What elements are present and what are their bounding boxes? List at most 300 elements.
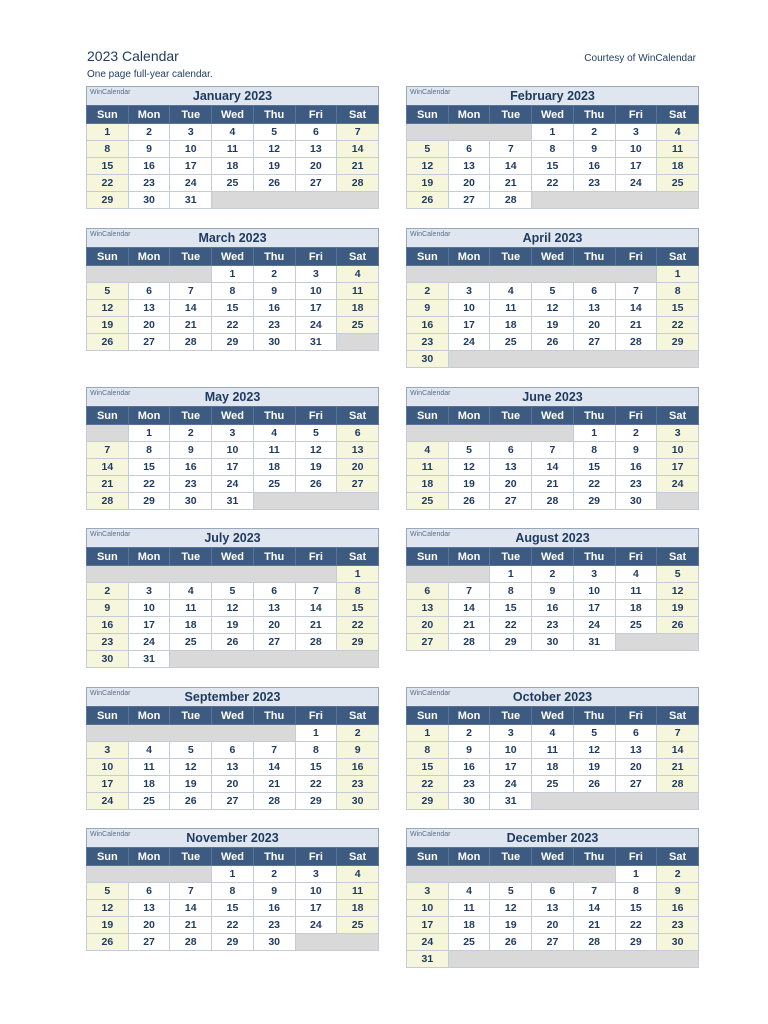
day-cell[interactable]: 27 <box>253 634 295 651</box>
day-cell[interactable]: 3 <box>128 583 170 600</box>
day-cell[interactable]: 1 <box>128 425 170 442</box>
day-cell[interactable]: 19 <box>87 317 129 334</box>
day-cell[interactable]: 26 <box>87 934 129 951</box>
day-cell[interactable]: 11 <box>253 442 295 459</box>
day-cell[interactable]: 18 <box>212 158 254 175</box>
day-cell[interactable]: 6 <box>337 425 379 442</box>
day-cell[interactable]: 19 <box>212 617 254 634</box>
day-cell[interactable]: 13 <box>253 600 295 617</box>
day-cell[interactable]: 11 <box>532 742 574 759</box>
day-cell[interactable]: 23 <box>87 634 129 651</box>
day-cell[interactable]: 9 <box>253 883 295 900</box>
day-cell[interactable]: 5 <box>532 283 574 300</box>
day-cell[interactable]: 23 <box>253 317 295 334</box>
day-cell[interactable]: 9 <box>615 442 657 459</box>
day-cell[interactable]: 11 <box>212 141 254 158</box>
day-cell[interactable]: 10 <box>448 300 490 317</box>
day-cell[interactable]: 19 <box>657 600 699 617</box>
day-cell[interactable]: 12 <box>87 900 129 917</box>
day-cell[interactable]: 13 <box>212 759 254 776</box>
day-cell[interactable]: 31 <box>490 793 532 810</box>
day-cell[interactable]: 5 <box>448 442 490 459</box>
day-cell[interactable]: 13 <box>128 300 170 317</box>
day-cell[interactable]: 10 <box>212 442 254 459</box>
day-cell[interactable]: 28 <box>657 776 699 793</box>
day-cell[interactable]: 1 <box>337 566 379 583</box>
day-cell[interactable]: 25 <box>532 776 574 793</box>
day-cell[interactable]: 19 <box>490 917 532 934</box>
day-cell[interactable]: 9 <box>87 600 129 617</box>
day-cell[interactable]: 25 <box>253 476 295 493</box>
day-cell[interactable]: 16 <box>532 600 574 617</box>
day-cell[interactable]: 15 <box>295 759 337 776</box>
day-cell[interactable]: 31 <box>128 651 170 668</box>
day-cell[interactable]: 30 <box>657 934 699 951</box>
day-cell[interactable]: 9 <box>532 583 574 600</box>
day-cell[interactable]: 17 <box>212 459 254 476</box>
day-cell[interactable]: 27 <box>448 192 490 209</box>
day-cell[interactable]: 4 <box>448 883 490 900</box>
day-cell[interactable]: 22 <box>407 776 449 793</box>
day-cell[interactable]: 28 <box>490 192 532 209</box>
day-cell[interactable]: 3 <box>407 883 449 900</box>
day-cell[interactable]: 6 <box>128 283 170 300</box>
day-cell[interactable]: 26 <box>407 192 449 209</box>
day-cell[interactable]: 21 <box>295 617 337 634</box>
day-cell[interactable]: 28 <box>337 175 379 192</box>
day-cell[interactable]: 23 <box>253 917 295 934</box>
day-cell[interactable]: 6 <box>490 442 532 459</box>
day-cell[interactable]: 7 <box>615 283 657 300</box>
day-cell[interactable]: 22 <box>615 917 657 934</box>
day-cell[interactable]: 23 <box>615 476 657 493</box>
day-cell[interactable]: 12 <box>573 742 615 759</box>
day-cell[interactable]: 1 <box>490 566 532 583</box>
day-cell[interactable]: 20 <box>337 459 379 476</box>
day-cell[interactable]: 10 <box>128 600 170 617</box>
day-cell[interactable]: 17 <box>490 759 532 776</box>
day-cell[interactable]: 6 <box>407 583 449 600</box>
day-cell[interactable]: 18 <box>490 317 532 334</box>
day-cell[interactable]: 18 <box>170 617 212 634</box>
day-cell[interactable]: 5 <box>490 883 532 900</box>
day-cell[interactable]: 27 <box>490 493 532 510</box>
day-cell[interactable]: 1 <box>212 866 254 883</box>
day-cell[interactable]: 3 <box>212 425 254 442</box>
day-cell[interactable]: 9 <box>407 300 449 317</box>
day-cell[interactable]: 13 <box>448 158 490 175</box>
day-cell[interactable]: 28 <box>295 634 337 651</box>
day-cell[interactable]: 12 <box>490 900 532 917</box>
day-cell[interactable]: 21 <box>615 317 657 334</box>
day-cell[interactable]: 12 <box>448 459 490 476</box>
day-cell[interactable]: 12 <box>212 600 254 617</box>
day-cell[interactable]: 13 <box>615 742 657 759</box>
day-cell[interactable]: 18 <box>615 600 657 617</box>
day-cell[interactable]: 4 <box>407 442 449 459</box>
day-cell[interactable]: 30 <box>407 351 449 368</box>
day-cell[interactable]: 29 <box>573 493 615 510</box>
day-cell[interactable]: 7 <box>532 442 574 459</box>
day-cell[interactable]: 14 <box>87 459 129 476</box>
day-cell[interactable]: 4 <box>657 124 699 141</box>
day-cell[interactable]: 23 <box>170 476 212 493</box>
day-cell[interactable]: 3 <box>170 124 212 141</box>
day-cell[interactable]: 2 <box>407 283 449 300</box>
day-cell[interactable]: 1 <box>532 124 574 141</box>
day-cell[interactable]: 6 <box>615 725 657 742</box>
day-cell[interactable]: 15 <box>532 158 574 175</box>
day-cell[interactable]: 27 <box>573 334 615 351</box>
day-cell[interactable]: 7 <box>170 883 212 900</box>
day-cell[interactable]: 8 <box>407 742 449 759</box>
day-cell[interactable]: 1 <box>407 725 449 742</box>
day-cell[interactable]: 10 <box>295 883 337 900</box>
day-cell[interactable]: 2 <box>657 866 699 883</box>
day-cell[interactable]: 28 <box>253 793 295 810</box>
day-cell[interactable]: 13 <box>573 300 615 317</box>
day-cell[interactable]: 27 <box>212 793 254 810</box>
day-cell[interactable]: 18 <box>532 759 574 776</box>
day-cell[interactable]: 26 <box>87 334 129 351</box>
day-cell[interactable]: 15 <box>212 900 254 917</box>
day-cell[interactable]: 22 <box>490 617 532 634</box>
day-cell[interactable]: 28 <box>170 934 212 951</box>
day-cell[interactable]: 11 <box>170 600 212 617</box>
day-cell[interactable]: 26 <box>170 793 212 810</box>
day-cell[interactable]: 9 <box>253 283 295 300</box>
day-cell[interactable]: 15 <box>657 300 699 317</box>
day-cell[interactable]: 22 <box>212 917 254 934</box>
day-cell[interactable]: 8 <box>212 883 254 900</box>
day-cell[interactable]: 28 <box>532 493 574 510</box>
day-cell[interactable]: 28 <box>573 934 615 951</box>
day-cell[interactable]: 24 <box>657 476 699 493</box>
day-cell[interactable]: 30 <box>615 493 657 510</box>
day-cell[interactable]: 17 <box>657 459 699 476</box>
day-cell[interactable]: 26 <box>253 175 295 192</box>
day-cell[interactable]: 30 <box>253 334 295 351</box>
day-cell[interactable]: 22 <box>212 317 254 334</box>
day-cell[interactable]: 25 <box>337 317 379 334</box>
day-cell[interactable]: 11 <box>128 759 170 776</box>
day-cell[interactable]: 3 <box>448 283 490 300</box>
day-cell[interactable]: 5 <box>573 725 615 742</box>
day-cell[interactable]: 10 <box>615 141 657 158</box>
day-cell[interactable]: 14 <box>253 759 295 776</box>
day-cell[interactable]: 19 <box>407 175 449 192</box>
day-cell[interactable]: 2 <box>253 866 295 883</box>
day-cell[interactable]: 8 <box>615 883 657 900</box>
day-cell[interactable]: 29 <box>295 793 337 810</box>
day-cell[interactable]: 11 <box>337 283 379 300</box>
day-cell[interactable]: 14 <box>295 600 337 617</box>
day-cell[interactable]: 29 <box>407 793 449 810</box>
day-cell[interactable]: 1 <box>295 725 337 742</box>
day-cell[interactable]: 6 <box>532 883 574 900</box>
day-cell[interactable]: 19 <box>87 917 129 934</box>
day-cell[interactable]: 21 <box>87 476 129 493</box>
day-cell[interactable]: 20 <box>128 917 170 934</box>
day-cell[interactable]: 25 <box>615 617 657 634</box>
day-cell[interactable]: 28 <box>170 334 212 351</box>
day-cell[interactable]: 12 <box>407 158 449 175</box>
day-cell[interactable]: 29 <box>657 334 699 351</box>
day-cell[interactable]: 19 <box>253 158 295 175</box>
day-cell[interactable]: 13 <box>407 600 449 617</box>
day-cell[interactable]: 28 <box>448 634 490 651</box>
day-cell[interactable]: 20 <box>573 317 615 334</box>
day-cell[interactable]: 28 <box>615 334 657 351</box>
day-cell[interactable]: 20 <box>253 617 295 634</box>
day-cell[interactable]: 14 <box>573 900 615 917</box>
day-cell[interactable]: 10 <box>295 283 337 300</box>
day-cell[interactable]: 11 <box>407 459 449 476</box>
day-cell[interactable]: 29 <box>87 192 129 209</box>
day-cell[interactable]: 29 <box>337 634 379 651</box>
day-cell[interactable]: 30 <box>448 793 490 810</box>
day-cell[interactable]: 21 <box>170 317 212 334</box>
day-cell[interactable]: 19 <box>448 476 490 493</box>
day-cell[interactable]: 5 <box>253 124 295 141</box>
day-cell[interactable]: 14 <box>337 141 379 158</box>
day-cell[interactable]: 31 <box>295 334 337 351</box>
day-cell[interactable]: 26 <box>295 476 337 493</box>
day-cell[interactable]: 3 <box>295 266 337 283</box>
day-cell[interactable]: 31 <box>170 192 212 209</box>
day-cell[interactable]: 24 <box>490 776 532 793</box>
day-cell[interactable]: 8 <box>657 283 699 300</box>
day-cell[interactable]: 23 <box>407 334 449 351</box>
day-cell[interactable]: 16 <box>657 900 699 917</box>
day-cell[interactable]: 10 <box>657 442 699 459</box>
day-cell[interactable]: 14 <box>657 742 699 759</box>
day-cell[interactable]: 16 <box>170 459 212 476</box>
day-cell[interactable]: 4 <box>253 425 295 442</box>
day-cell[interactable]: 10 <box>490 742 532 759</box>
day-cell[interactable]: 27 <box>295 175 337 192</box>
day-cell[interactable]: 16 <box>615 459 657 476</box>
day-cell[interactable]: 9 <box>573 141 615 158</box>
day-cell[interactable]: 27 <box>128 934 170 951</box>
day-cell[interactable]: 6 <box>448 141 490 158</box>
day-cell[interactable]: 13 <box>532 900 574 917</box>
day-cell[interactable]: 30 <box>253 934 295 951</box>
day-cell[interactable]: 1 <box>87 124 129 141</box>
day-cell[interactable]: 24 <box>87 793 129 810</box>
day-cell[interactable]: 20 <box>448 175 490 192</box>
day-cell[interactable]: 24 <box>212 476 254 493</box>
day-cell[interactable]: 19 <box>532 317 574 334</box>
day-cell[interactable]: 13 <box>337 442 379 459</box>
day-cell[interactable]: 23 <box>657 917 699 934</box>
day-cell[interactable]: 25 <box>212 175 254 192</box>
day-cell[interactable]: 21 <box>657 759 699 776</box>
day-cell[interactable]: 12 <box>657 583 699 600</box>
day-cell[interactable]: 7 <box>337 124 379 141</box>
day-cell[interactable]: 25 <box>128 793 170 810</box>
day-cell[interactable]: 19 <box>573 759 615 776</box>
day-cell[interactable]: 14 <box>615 300 657 317</box>
day-cell[interactable]: 4 <box>170 583 212 600</box>
day-cell[interactable]: 29 <box>128 493 170 510</box>
day-cell[interactable]: 23 <box>532 617 574 634</box>
day-cell[interactable]: 13 <box>128 900 170 917</box>
day-cell[interactable]: 2 <box>170 425 212 442</box>
day-cell[interactable]: 29 <box>615 934 657 951</box>
day-cell[interactable]: 5 <box>87 283 129 300</box>
day-cell[interactable]: 24 <box>170 175 212 192</box>
day-cell[interactable]: 16 <box>573 158 615 175</box>
day-cell[interactable]: 17 <box>170 158 212 175</box>
day-cell[interactable]: 4 <box>128 742 170 759</box>
day-cell[interactable]: 19 <box>295 459 337 476</box>
day-cell[interactable]: 11 <box>657 141 699 158</box>
day-cell[interactable]: 27 <box>128 334 170 351</box>
day-cell[interactable]: 21 <box>337 158 379 175</box>
day-cell[interactable]: 25 <box>170 634 212 651</box>
day-cell[interactable]: 24 <box>295 917 337 934</box>
day-cell[interactable]: 24 <box>448 334 490 351</box>
day-cell[interactable]: 11 <box>337 883 379 900</box>
day-cell[interactable]: 31 <box>212 493 254 510</box>
day-cell[interactable]: 5 <box>407 141 449 158</box>
day-cell[interactable]: 5 <box>87 883 129 900</box>
day-cell[interactable]: 4 <box>490 283 532 300</box>
day-cell[interactable]: 9 <box>657 883 699 900</box>
day-cell[interactable]: 6 <box>573 283 615 300</box>
day-cell[interactable]: 26 <box>448 493 490 510</box>
day-cell[interactable]: 14 <box>170 300 212 317</box>
day-cell[interactable]: 7 <box>448 583 490 600</box>
day-cell[interactable]: 14 <box>448 600 490 617</box>
day-cell[interactable]: 26 <box>490 934 532 951</box>
day-cell[interactable]: 12 <box>295 442 337 459</box>
day-cell[interactable]: 2 <box>532 566 574 583</box>
day-cell[interactable]: 9 <box>170 442 212 459</box>
day-cell[interactable]: 12 <box>253 141 295 158</box>
day-cell[interactable]: 15 <box>337 600 379 617</box>
day-cell[interactable]: 10 <box>170 141 212 158</box>
day-cell[interactable]: 5 <box>657 566 699 583</box>
day-cell[interactable]: 14 <box>490 158 532 175</box>
day-cell[interactable]: 8 <box>490 583 532 600</box>
day-cell[interactable]: 18 <box>337 900 379 917</box>
day-cell[interactable]: 18 <box>657 158 699 175</box>
day-cell[interactable]: 19 <box>170 776 212 793</box>
day-cell[interactable]: 21 <box>573 917 615 934</box>
day-cell[interactable]: 8 <box>532 141 574 158</box>
day-cell[interactable]: 11 <box>448 900 490 917</box>
courtesy-link[interactable]: Courtesy of WinCalendar <box>584 53 696 64</box>
day-cell[interactable]: 29 <box>212 334 254 351</box>
day-cell[interactable]: 2 <box>337 725 379 742</box>
day-cell[interactable]: 26 <box>532 334 574 351</box>
day-cell[interactable]: 18 <box>448 917 490 934</box>
day-cell[interactable]: 1 <box>212 266 254 283</box>
day-cell[interactable]: 21 <box>532 476 574 493</box>
day-cell[interactable]: 16 <box>448 759 490 776</box>
day-cell[interactable]: 10 <box>407 900 449 917</box>
day-cell[interactable]: 25 <box>337 917 379 934</box>
day-cell[interactable]: 28 <box>87 493 129 510</box>
day-cell[interactable]: 26 <box>212 634 254 651</box>
day-cell[interactable]: 26 <box>573 776 615 793</box>
day-cell[interactable]: 22 <box>573 476 615 493</box>
day-cell[interactable]: 2 <box>253 266 295 283</box>
day-cell[interactable]: 24 <box>295 317 337 334</box>
day-cell[interactable]: 23 <box>128 175 170 192</box>
day-cell[interactable]: 17 <box>87 776 129 793</box>
day-cell[interactable]: 3 <box>295 866 337 883</box>
day-cell[interactable]: 1 <box>657 266 699 283</box>
day-cell[interactable]: 17 <box>295 900 337 917</box>
day-cell[interactable]: 14 <box>170 900 212 917</box>
day-cell[interactable]: 22 <box>532 175 574 192</box>
day-cell[interactable]: 3 <box>87 742 129 759</box>
day-cell[interactable]: 24 <box>407 934 449 951</box>
day-cell[interactable]: 7 <box>253 742 295 759</box>
day-cell[interactable]: 30 <box>170 493 212 510</box>
day-cell[interactable]: 4 <box>615 566 657 583</box>
day-cell[interactable]: 8 <box>212 283 254 300</box>
day-cell[interactable]: 20 <box>128 317 170 334</box>
day-cell[interactable]: 2 <box>128 124 170 141</box>
day-cell[interactable]: 8 <box>295 742 337 759</box>
day-cell[interactable]: 21 <box>170 917 212 934</box>
day-cell[interactable]: 16 <box>87 617 129 634</box>
day-cell[interactable]: 22 <box>337 617 379 634</box>
day-cell[interactable]: 23 <box>337 776 379 793</box>
day-cell[interactable]: 15 <box>87 158 129 175</box>
day-cell[interactable]: 20 <box>615 759 657 776</box>
day-cell[interactable]: 30 <box>87 651 129 668</box>
day-cell[interactable]: 17 <box>407 917 449 934</box>
day-cell[interactable]: 15 <box>615 900 657 917</box>
day-cell[interactable]: 7 <box>87 442 129 459</box>
day-cell[interactable]: 16 <box>407 317 449 334</box>
day-cell[interactable]: 24 <box>615 175 657 192</box>
day-cell[interactable]: 25 <box>490 334 532 351</box>
day-cell[interactable]: 5 <box>212 583 254 600</box>
day-cell[interactable]: 2 <box>573 124 615 141</box>
day-cell[interactable]: 4 <box>337 266 379 283</box>
day-cell[interactable]: 6 <box>253 583 295 600</box>
day-cell[interactable]: 5 <box>295 425 337 442</box>
day-cell[interactable]: 3 <box>490 725 532 742</box>
day-cell[interactable]: 6 <box>128 883 170 900</box>
day-cell[interactable]: 20 <box>295 158 337 175</box>
day-cell[interactable]: 13 <box>490 459 532 476</box>
day-cell[interactable]: 25 <box>657 175 699 192</box>
day-cell[interactable]: 6 <box>212 742 254 759</box>
day-cell[interactable]: 18 <box>128 776 170 793</box>
day-cell[interactable]: 17 <box>448 317 490 334</box>
day-cell[interactable]: 16 <box>337 759 379 776</box>
day-cell[interactable]: 9 <box>337 742 379 759</box>
day-cell[interactable]: 12 <box>87 300 129 317</box>
day-cell[interactable]: 11 <box>615 583 657 600</box>
day-cell[interactable]: 22 <box>128 476 170 493</box>
day-cell[interactable]: 10 <box>87 759 129 776</box>
day-cell[interactable]: 11 <box>490 300 532 317</box>
day-cell[interactable]: 7 <box>573 883 615 900</box>
day-cell[interactable]: 1 <box>615 866 657 883</box>
day-cell[interactable]: 18 <box>337 300 379 317</box>
day-cell[interactable]: 16 <box>253 900 295 917</box>
day-cell[interactable]: 8 <box>573 442 615 459</box>
day-cell[interactable]: 26 <box>657 617 699 634</box>
